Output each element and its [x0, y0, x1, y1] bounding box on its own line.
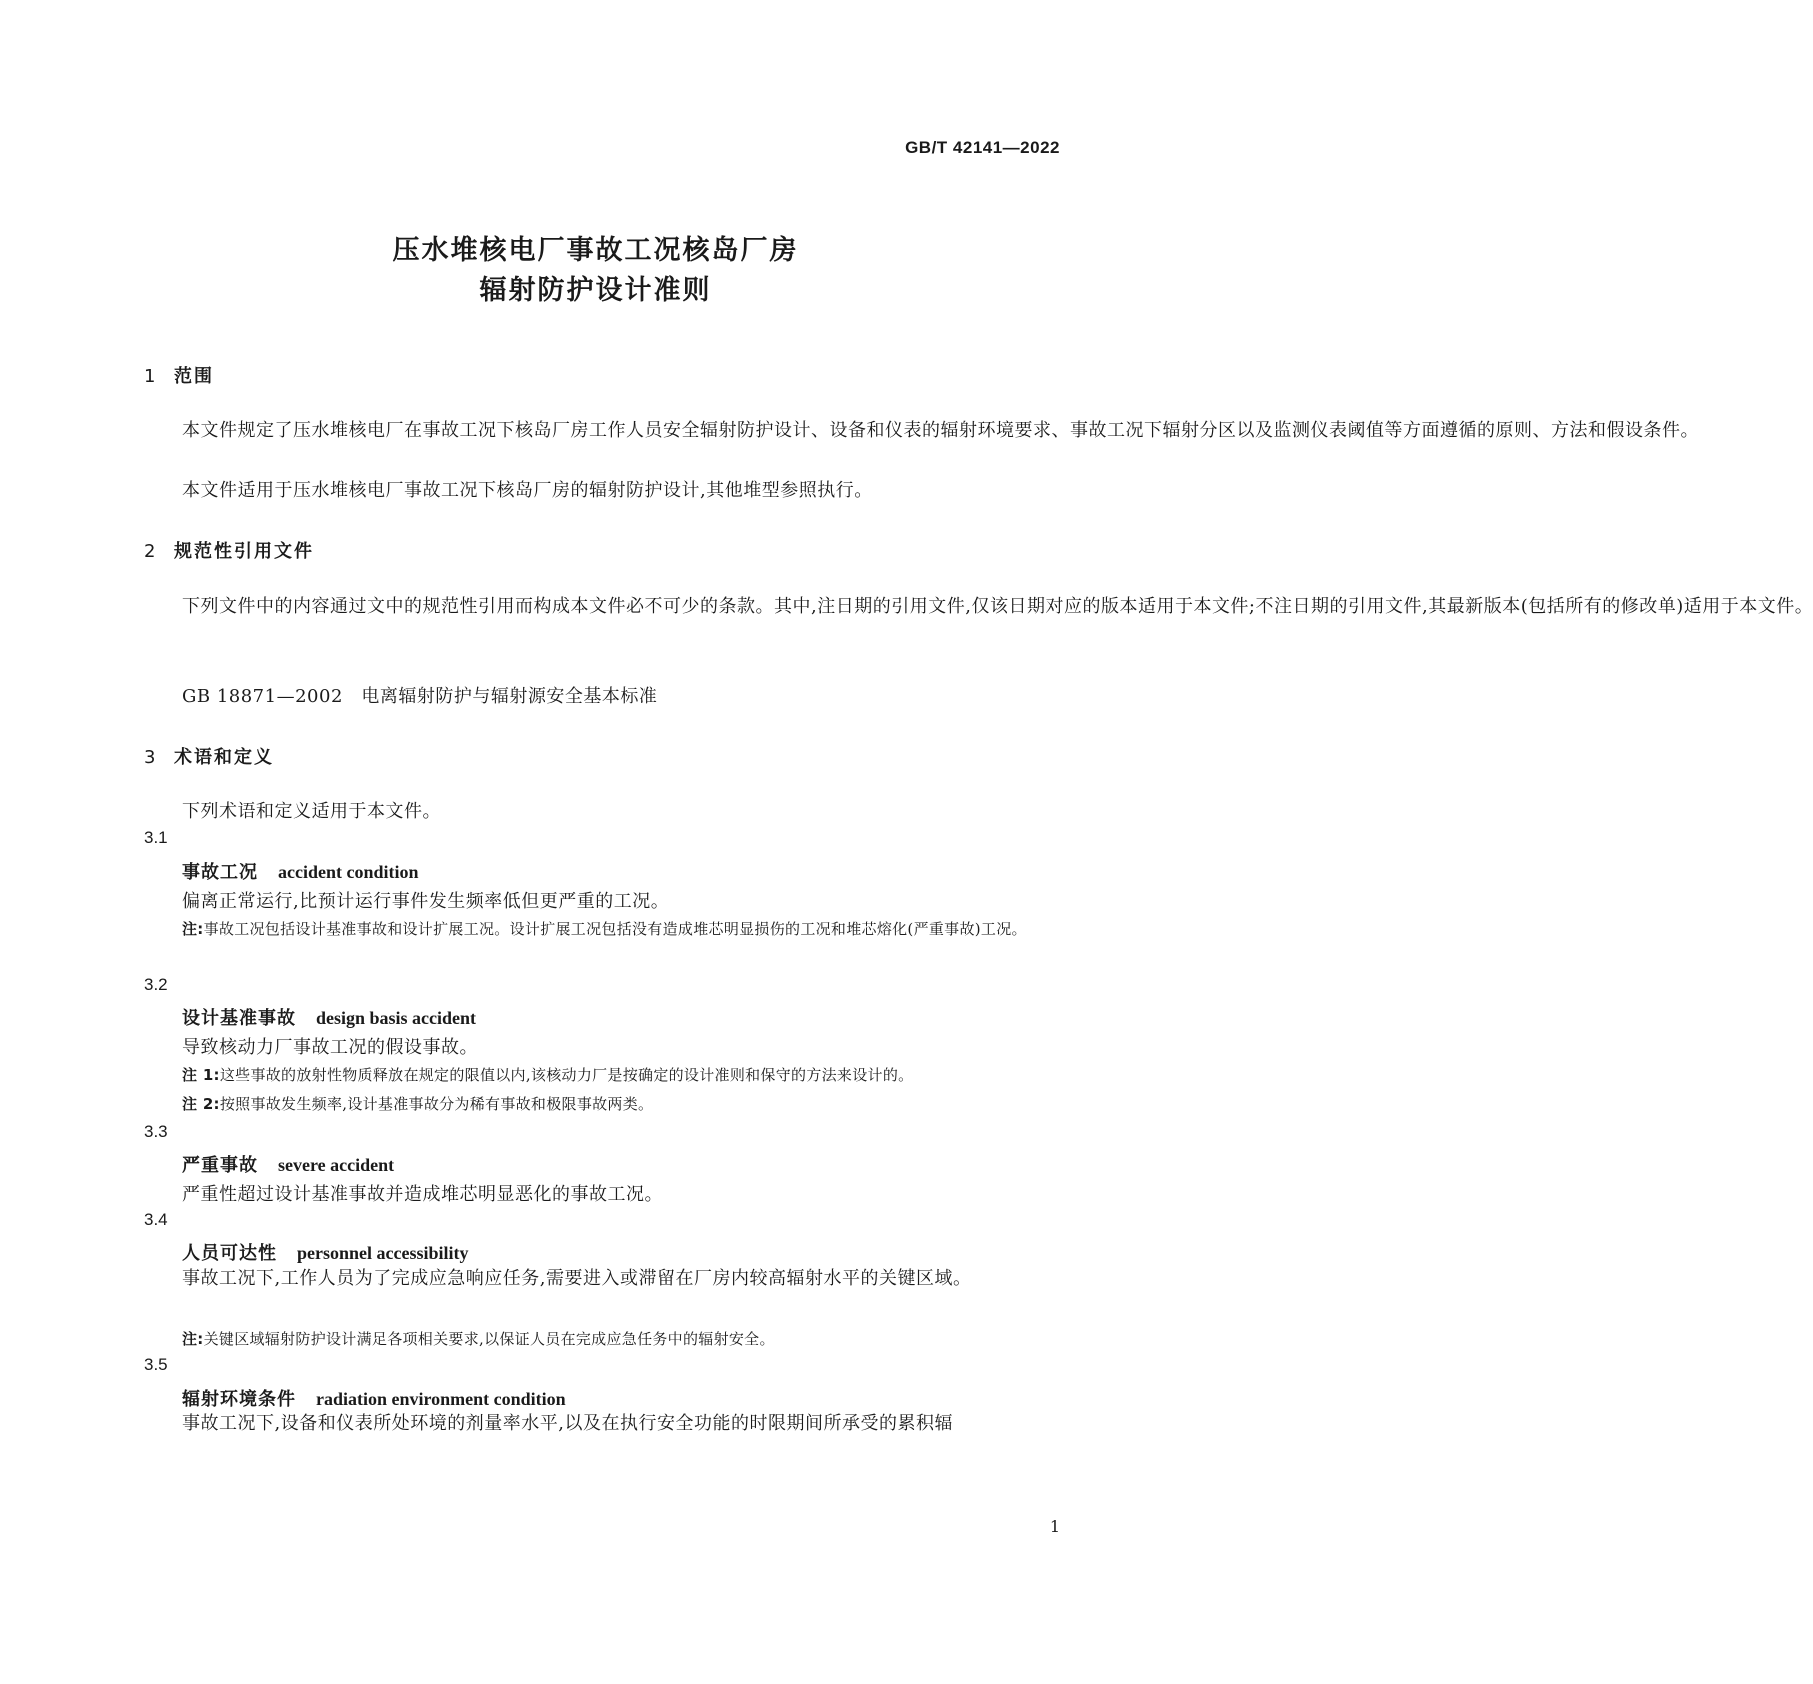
standard-number: GB/T 42141—2022 [905, 138, 1060, 157]
section-3-intro: 下列术语和定义适用于本文件。 [182, 801, 441, 822]
note-label: 注 2: [182, 1095, 220, 1113]
normative-reference-item: GB 18871—2002 电离辐射防护与辐射源安全基本标准 [182, 686, 658, 707]
clause-number: 3.2 [144, 975, 168, 994]
term-chinese: 严重事故 [182, 1155, 258, 1176]
term-note [182, 1091, 1091, 1118]
section-1-paragraph-2: 本文件适用于压水堆核电厂事故工况下核岛厂房的辐射防护设计,其他堆型参照执行。 [182, 480, 873, 501]
section-1-heading [144, 362, 214, 388]
term-english: accident condition [278, 862, 419, 882]
document-title-line-1: 压水堆核电厂事故工况核岛厂房 [392, 235, 799, 266]
term-english: radiation environment condition [316, 1389, 566, 1409]
term-entry [182, 1151, 394, 1177]
term-english: personnel accessibility [297, 1243, 469, 1263]
section-2-heading [144, 537, 314, 563]
term-entry [182, 858, 419, 884]
note-text: 关键区域辐射防护设计满足各项相关要求,以保证人员在完成应急任务中的辐射安全。 [203, 1330, 775, 1348]
section-3-heading [144, 743, 274, 769]
clause-number: 3.4 [144, 1210, 168, 1229]
section-number: 3 [144, 747, 158, 768]
term-note [182, 916, 1091, 943]
term-entry [182, 1004, 476, 1030]
term-note [182, 1326, 1091, 1353]
note-label: 注 1: [182, 1066, 220, 1084]
section-number: 2 [144, 541, 158, 562]
term-english: severe accident [278, 1155, 395, 1175]
section-1-paragraph-1: 本文件规定了压水堆核电厂在事故工况下核岛厂房工作人员安全辐射防护设计、设备和仪表的辐射环境要求、事故工况下辐射分区以及监测仪表阈值等方面遵循的原则、方法和假设条件。 [182, 420, 1699, 441]
term-definition: 事故工况下,设备和仪表所处环境的剂量率水平,以及在执行安全功能的时限期间所承受的累积辐 [182, 1413, 953, 1434]
term-chinese: 辐射环境条件 [182, 1389, 296, 1410]
term-definition: 事故工况下,工作人员为了完成应急响应任务,需要进入或滞留在厂房内较高辐射水平的关键区域。 [182, 1268, 972, 1289]
note-text: 这些事故的放射性物质释放在规定的限值以内,该核动力厂是按确定的设计准则和保守的方法来设计的。 [219, 1066, 914, 1084]
note-label: 注: [182, 920, 204, 938]
term-chinese: 人员可达性 [182, 1243, 277, 1264]
term-note [182, 1062, 1091, 1089]
term-definition: 导致核动力厂事故工况的假设事故。 [182, 1037, 478, 1058]
section-number: 1 [144, 366, 158, 387]
note-label: 注: [182, 1330, 204, 1348]
section-2-paragraph-1: 下列文件中的内容通过文中的规范性引用而构成本文件必不可少的条款。其中,注日期的引用文件,仅该日期对应的版本适用于本文件;不注日期的引用文件,其最新版本(包括所有的修改单)适用于本文件。 [182, 596, 1813, 617]
note-text: 按照事故发生频率,设计基准事故分为稀有事故和极限事故两类。 [219, 1095, 654, 1113]
term-definition: 偏离正常运行,比预计运行事件发生频率低但更严重的工况。 [182, 891, 670, 912]
section-title: 术语和定义 [174, 747, 274, 768]
term-chinese: 设计基准事故 [182, 1008, 296, 1029]
section-title: 规范性引用文件 [174, 541, 314, 562]
clause-number: 3.5 [144, 1355, 168, 1374]
clause-number: 3.3 [144, 1122, 168, 1141]
term-entry [182, 1385, 566, 1411]
page-number: 1 [1049, 1517, 1060, 1536]
term-chinese: 事故工况 [182, 862, 258, 883]
note-text: 事故工况包括设计基准事故和设计扩展工况。设计扩展工况包括没有造成堆芯明显损伤的工况和堆芯熔化(严重事故)工况。 [203, 920, 1027, 938]
document-title-line-2: 辐射防护设计准则 [479, 275, 712, 306]
term-english: design basis accident [316, 1008, 477, 1028]
section-title: 范围 [174, 366, 214, 387]
clause-number: 3.1 [144, 828, 168, 847]
term-definition: 严重性超过设计基准事故并造成堆芯明显恶化的事故工况。 [182, 1184, 663, 1205]
term-entry [182, 1239, 469, 1265]
